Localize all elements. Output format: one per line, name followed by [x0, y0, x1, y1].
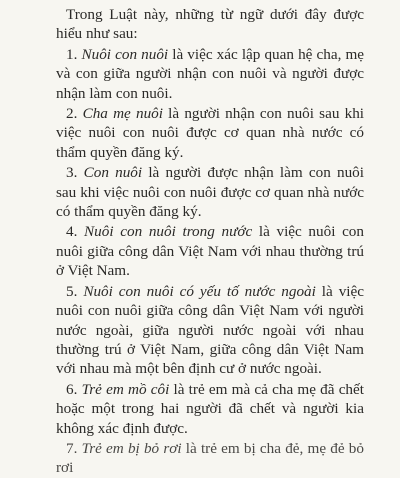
definition-3 [56, 163, 364, 221]
definition-text: là việc xác lập quan hệ cha, mẹ và con giữa người nhận con nuôi và người được nhận làm con nuôi. [56, 45, 365, 102]
definition-number: 4. [66, 223, 78, 241]
definition-text: là việc nuôi con nuôi giữa công dân Việt Nam với người nước ngoài, giữa người nước ngoài với nhau thường trú ở Việt Nam, giữa công dân Việt Nam với nhau mà một bên định cư ở nước ngoài. [56, 282, 364, 378]
definition-4 [56, 222, 364, 280]
definition-6 [56, 380, 364, 438]
definition-text: là trẻ em bị cha đẻ, mẹ đẻ bỏ rơi [56, 439, 364, 477]
definition-1 [56, 45, 364, 103]
definition-2 [56, 104, 364, 162]
definition-term: Nuôi con nuôi trong nước [84, 223, 253, 241]
definition-text: là người được nhận làm con nuôi sau khi việc nuôi con nuôi được cơ quan nhà nước có thẩm quyền đăng ký. [56, 164, 364, 221]
definition-number: 7. [66, 439, 78, 457]
definition-7-cutoff [56, 439, 364, 478]
definition-number: 5. [66, 282, 78, 300]
definition-term: Nuôi con nuôi [81, 45, 169, 63]
definition-5 [56, 282, 364, 379]
definition-number: 6. [66, 380, 78, 398]
definition-number: 2. [66, 105, 78, 123]
definition-term: Nuôi con nuôi có yếu tố nước ngoài [83, 282, 316, 300]
definition-number: 3. [66, 164, 78, 182]
definition-text: là trẻ em mà cả cha mẹ đã chết hoặc một trong hai người đã chết và người kia không xác định được. [56, 380, 364, 437]
definition-text: là người nhận con nuôi sau khi việc nuôi con nuôi được cơ quan nhà nước có thẩm quyền đăng ký. [56, 105, 365, 161]
definition-term: Trẻ em bị bỏ rơi [81, 439, 182, 457]
definition-term: Con nuôi [83, 164, 143, 182]
definition-term: Cha mẹ nuôi [82, 105, 163, 123]
definition-text: là việc nuôi con nuôi giữa công dân Việt Nam với nhau thường trú ở Việt Nam. [56, 223, 364, 280]
definition-number: 1. [66, 45, 78, 63]
definition-term: Trẻ em mồ côi [81, 380, 170, 398]
intro-paragraph: Trong Luật này, những từ ngữ dưới đây được hiểu như sau: [56, 6, 364, 43]
